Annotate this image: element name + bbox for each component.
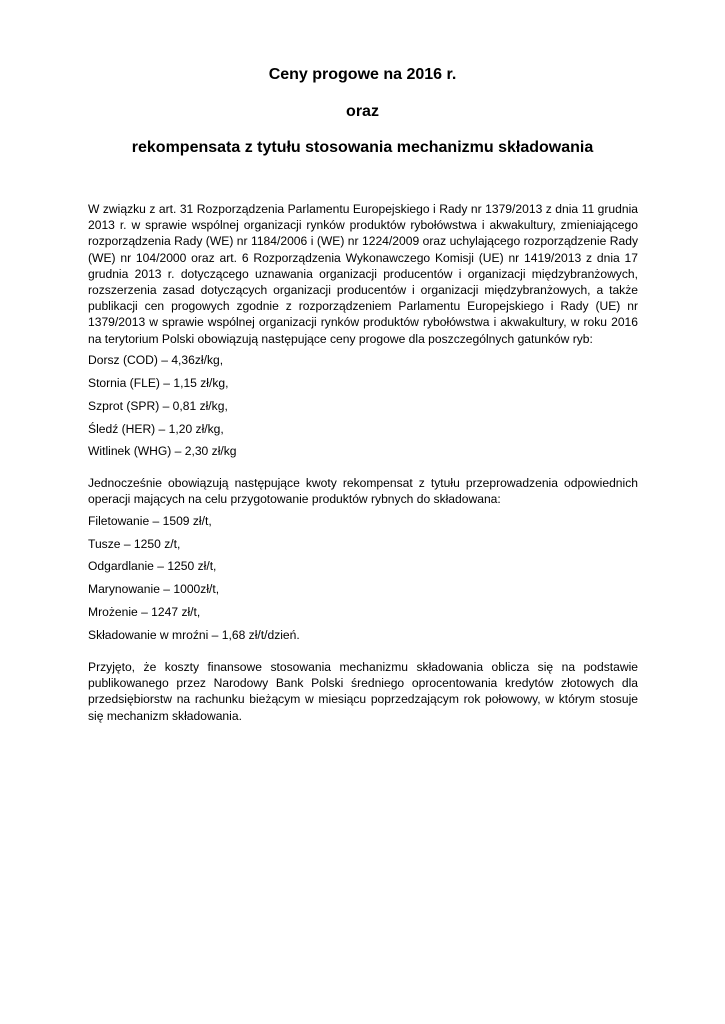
compensation-amount-item: Odgardlanie – 1250 zł/t, [88,559,217,574]
document-title-conjunction: oraz [346,103,379,120]
threshold-price-item: Witlinek (WHG) – 2,30 zł/kg [88,444,237,459]
compensation-amount-item: Tusze – 1250 z/t, [88,536,181,551]
threshold-price-item: Śledź (HER) – 1,20 zł/kg, [88,421,224,436]
threshold-price-list [88,352,638,466]
compensation-paragraph: Jednocześnie obowiązują następujące kwoty rekompensat z tytułu przeprowadzenia odpowiednich operacji mających na celu przygotowanie produktów rybnych do składowana: [88,476,638,507]
intro-paragraph: W związku z art. 31 Rozporządzenia Parlamentu Europejskiego i Rady nr 1379/2013 z dnia 11 grudnia 2013 r. w sprawie wspólnej organizacji rynków produktów rybołówstwa i akwakultury, zmieniającego rozporządzenia Rady (WE) nr 1184/2006 i (WE) nr 1224/2009 oraz uchylającego rozporządzenie Rady (WE) nr 104/2000 oraz art. 6 Rozporządzenia Wykonawczego Komisji (UE) nr 1419/2013 z dnia 17 grudnia 2013 r. dotyczącego uznawania organizacji producentów i organizacji międzybranżowych, rozszerzenia zasad dotyczących organizacji producentów i organizacji międzybranżowych, a także publikacji cen progowych zgodnie z rozporządzeniem Parlamentu Europejskiego i Rady (UE) nr 1379/2013 w sprawie wspólnej organizacji rynków produktów rybołówstwa i akwakultury, w roku 2016 na terytorium Polski obowiązują następujące ceny progowe dla poszczególnych gatunków ryb: [88,202,638,346]
threshold-price-item: Dorsz (COD) – 4,36zł/kg, [88,352,224,367]
document-body [88,201,638,724]
threshold-price-item: Stornia (FLE) – 1,15 zł/kg, [88,375,229,390]
compensation-amount-item: Mrożenie – 1247 zł/t, [88,605,201,620]
document-subtitle: rekompensata z tytułu stosowania mechanizmu składowania [131,139,594,156]
compensation-amount-item: Składowanie w mroźni – 1,68 zł/t/dzień. [88,628,300,643]
compensation-amount-item: Marynowanie – 1000zł/t, [88,582,220,597]
compensation-amount-list [88,513,638,650]
threshold-price-item: Szprot (SPR) – 0,81 zł/kg, [88,398,228,413]
closing-paragraph: Przyjęto, że koszty finansowe stosowania mechanizmu składowania oblicza się na podstawie publikowanego przez Narodowy Bank Polski średniego oprocentowania kredytów złotowych dla przedsiębiorstw na rachunku bieżącym w miesiącu poprzedzającym rok połowowy, w którym stosuje się mechanizm składowania. [88,660,638,723]
compensation-amount-item: Filetowanie – 1509 zł/t, [88,513,212,528]
document-title: Ceny progowe na 2016 r. [268,66,457,83]
